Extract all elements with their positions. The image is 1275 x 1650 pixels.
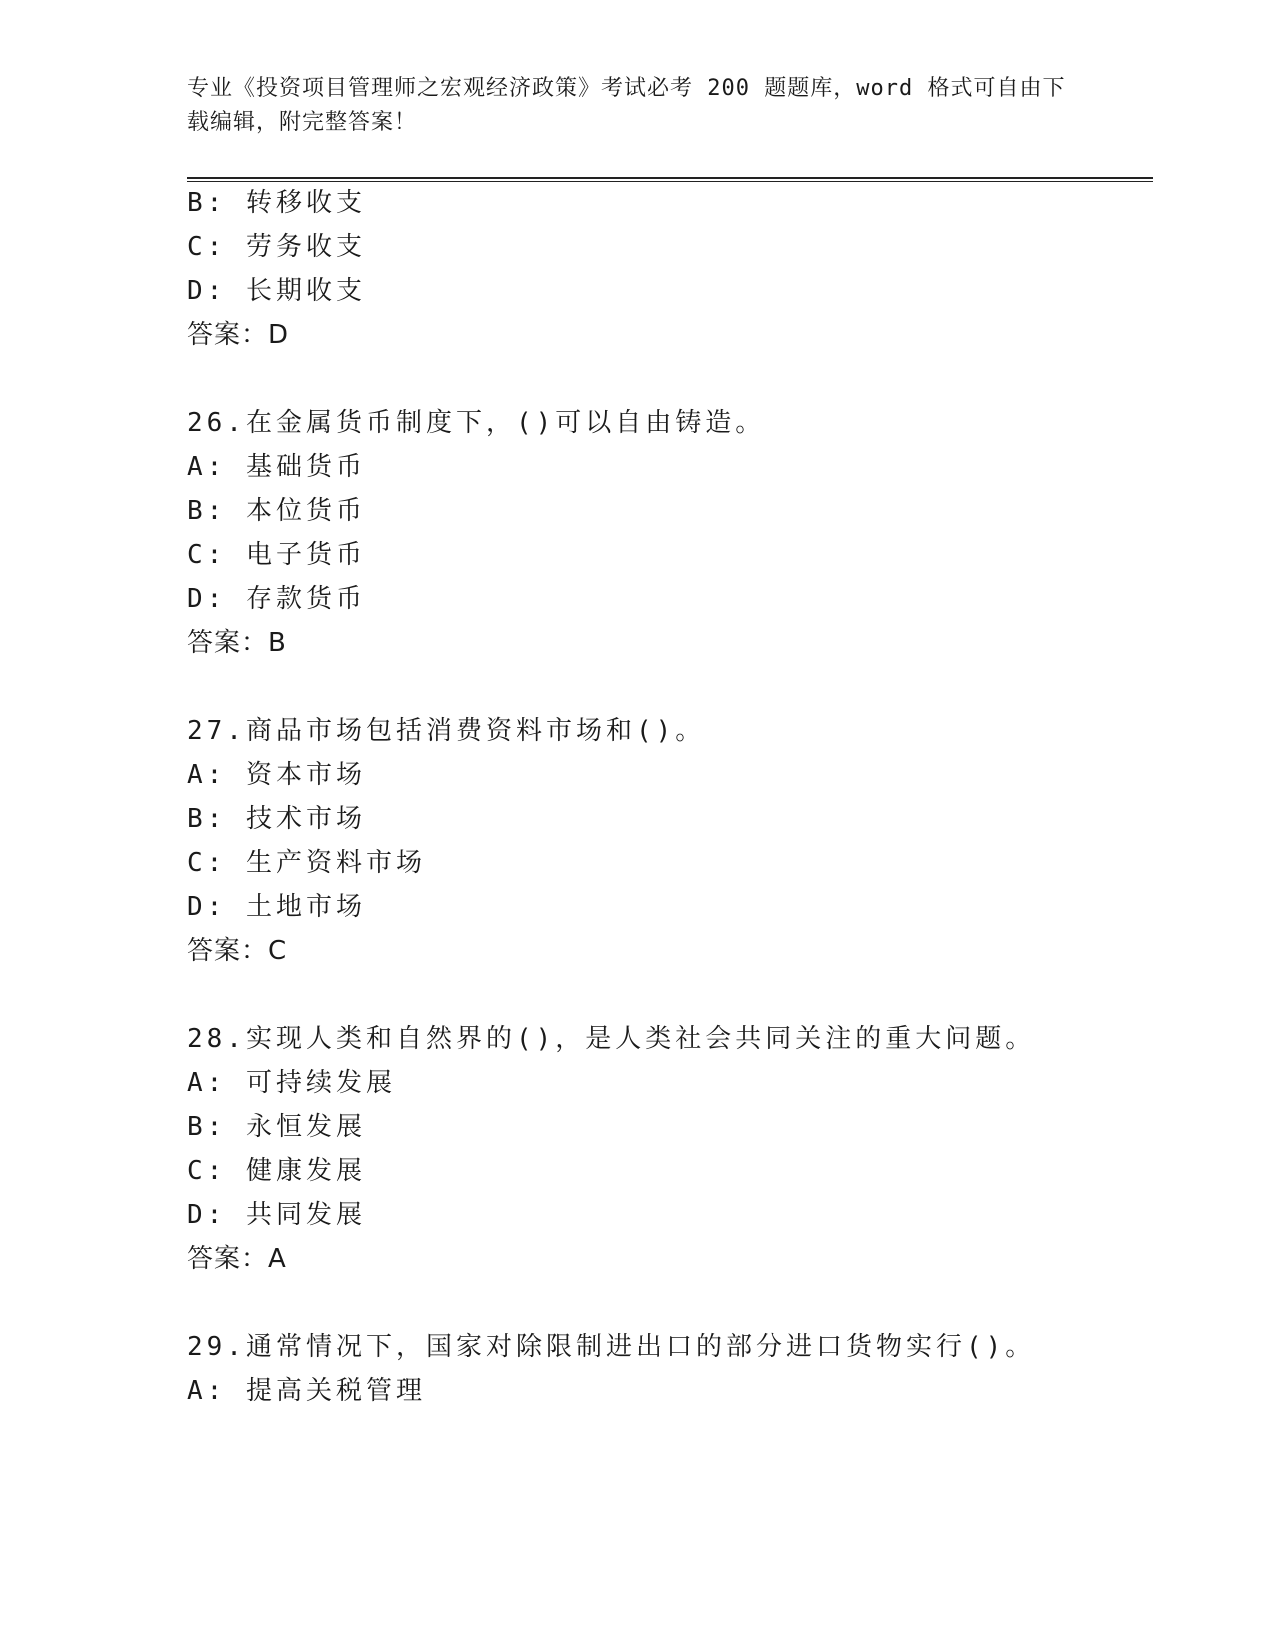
option-d: D: 长期收支 — [187, 276, 366, 306]
document-header: 专业《投资项目管理师之宏观经济政策》考试必考 200 题题库，word 格式可自由下载编辑，附完整答案！ — [187, 76, 1066, 135]
option-a: A: 资本市场 — [187, 760, 366, 790]
option-a: A: 提高关税管理 — [187, 1376, 426, 1406]
option-d: D: 土地市场 — [187, 892, 366, 922]
answer-line: 答案：B — [187, 628, 287, 658]
option-b: B: 本位货币 — [187, 496, 366, 526]
option-b: B: 转移收支 — [187, 188, 366, 218]
option-d: D: 存款货币 — [187, 584, 366, 614]
question-stem: 28.实现人类和自然界的()，是人类社会共同关注的重大问题。 — [187, 1024, 1036, 1054]
option-c: C: 电子货币 — [187, 540, 366, 570]
question-stem: 26.在金属货币制度下，()可以自由铸造。 — [187, 408, 766, 438]
option-b: B: 永恒发展 — [187, 1112, 366, 1142]
header-divider — [187, 177, 1153, 182]
option-c: C: 生产资料市场 — [187, 848, 426, 878]
option-a: A: 基础货币 — [187, 452, 366, 482]
answer-line: 答案：A — [187, 1244, 287, 1274]
option-d: D: 共同发展 — [187, 1200, 366, 1230]
option-b: B: 技术市场 — [187, 804, 366, 834]
option-c: C: 健康发展 — [187, 1156, 366, 1186]
option-a: A: 可持续发展 — [187, 1068, 396, 1098]
answer-line: 答案：C — [187, 936, 288, 966]
option-c: C: 劳务收支 — [187, 232, 366, 262]
question-stem: 27.商品市场包括消费资料市场和()。 — [187, 716, 706, 746]
answer-line: 答案：D — [187, 320, 290, 350]
question-stem: 29.通常情况下，国家对除限制进出口的部分进口货物实行()。 — [187, 1332, 1036, 1362]
